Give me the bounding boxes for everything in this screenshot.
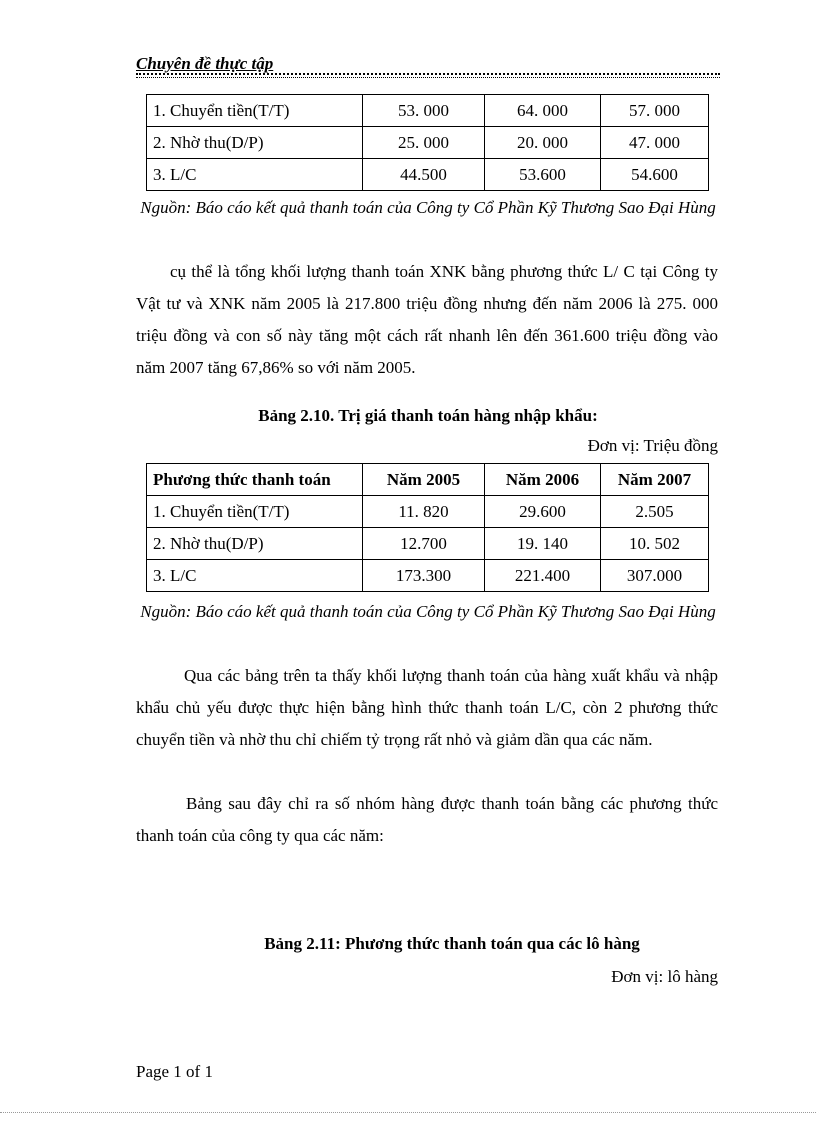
table-cell: 10. 502 bbox=[601, 528, 709, 560]
table-cell: 3. L/C bbox=[147, 159, 363, 191]
column-header: Năm 2007 bbox=[601, 464, 709, 496]
table-row bbox=[147, 528, 709, 560]
table-cell: 19. 140 bbox=[485, 528, 601, 560]
table-cell: 20. 000 bbox=[485, 127, 601, 159]
table-row bbox=[147, 127, 709, 159]
table-cell: 1. Chuyển tiền(T/T) bbox=[147, 496, 363, 528]
table-cell: 3. L/C bbox=[147, 560, 363, 592]
table-cell: 12.700 bbox=[363, 528, 485, 560]
table-cell: 307.000 bbox=[601, 560, 709, 592]
table-cell: 44.500 bbox=[363, 159, 485, 191]
page-footer: Page 1 of 1 bbox=[136, 1062, 213, 1081]
column-header: Phương thức thanh toán bbox=[147, 464, 363, 496]
table-cell: 54.600 bbox=[601, 159, 709, 191]
table-caption-2-11: Bảng 2.11: Phương thức thanh toán qua các lô hàng bbox=[264, 934, 640, 953]
table-cell: 25. 000 bbox=[363, 127, 485, 159]
table-cell: 11. 820 bbox=[363, 496, 485, 528]
unit-label-1: Đơn vị: Triệu đồng bbox=[587, 436, 718, 455]
export-payment-table bbox=[146, 94, 709, 191]
table-cell: 173.300 bbox=[363, 560, 485, 592]
footer-divider bbox=[0, 1112, 816, 1113]
table-cell: 2. Nhờ thu(D/P) bbox=[147, 127, 363, 159]
table-cell: 1. Chuyển tiền(T/T) bbox=[147, 95, 363, 127]
unit-label-2: Đơn vị: lô hàng bbox=[611, 967, 718, 986]
source-note-1: Nguồn: Báo cáo kết quả thanh toán của Công ty Cổ Phần Kỹ Thương Sao Đại Hùng bbox=[140, 198, 716, 217]
table-cell: 53.600 bbox=[485, 159, 601, 191]
table-cell: 2. Nhờ thu(D/P) bbox=[147, 528, 363, 560]
source-note-2: Nguồn: Báo cáo kết quả thanh toán của Công ty Cổ Phần Kỹ Thương Sao Đại Hùng bbox=[140, 602, 716, 621]
table-cell: 221.400 bbox=[485, 560, 601, 592]
table-cell: 53. 000 bbox=[363, 95, 485, 127]
table-header-row bbox=[147, 464, 709, 496]
table-row bbox=[147, 95, 709, 127]
paragraph-analysis: Qua các bảng trên ta thấy khối lượng thanh toán của hàng xuất khẩu và nhập khẩu chủ yếu được thực hiện bằng hình thức thanh toán L/C, còn 2 phương thức chuyển tiền và nhờ thu chỉ chiếm tỷ trọng rất nhỏ và giảm dần qua các năm. bbox=[136, 666, 718, 749]
table-cell: 2.505 bbox=[601, 496, 709, 528]
import-payment-table bbox=[146, 463, 709, 592]
table-cell: 57. 000 bbox=[601, 95, 709, 127]
column-header: Năm 2005 bbox=[363, 464, 485, 496]
table-cell: 64. 000 bbox=[485, 95, 601, 127]
paragraph-intro-table-2-11: Bảng sau đây chỉ ra số nhóm hàng được thanh toán bằng các phương thức thanh toán của công ty qua các năm: bbox=[136, 794, 718, 845]
table-cell: 29.600 bbox=[485, 496, 601, 528]
paragraph-payment-volume: cụ thể là tổng khối lượng thanh toán XNK bằng phương thức L/ C tại Công ty Vật tư và XNK năm 2005 là 217.800 triệu đồng nhưng đến năm 2006 là 275. 000 triệu đồng và con số này tăng một cách rất nhanh lên đến 361.600 triệu đồng vào năm 2007 tăng 67,86% so với năm 2005. bbox=[136, 262, 718, 377]
column-header: Năm 2006 bbox=[485, 464, 601, 496]
table-cell: 47. 000 bbox=[601, 127, 709, 159]
table-row bbox=[147, 496, 709, 528]
table-row bbox=[147, 560, 709, 592]
table-caption-2-10: Bảng 2.10. Trị giá thanh toán hàng nhập khẩu: bbox=[258, 406, 598, 425]
header-divider-secondary bbox=[136, 77, 720, 78]
header-divider bbox=[136, 73, 720, 75]
page-header-title: Chuyên đề thực tập bbox=[136, 54, 274, 73]
table-row bbox=[147, 159, 709, 191]
